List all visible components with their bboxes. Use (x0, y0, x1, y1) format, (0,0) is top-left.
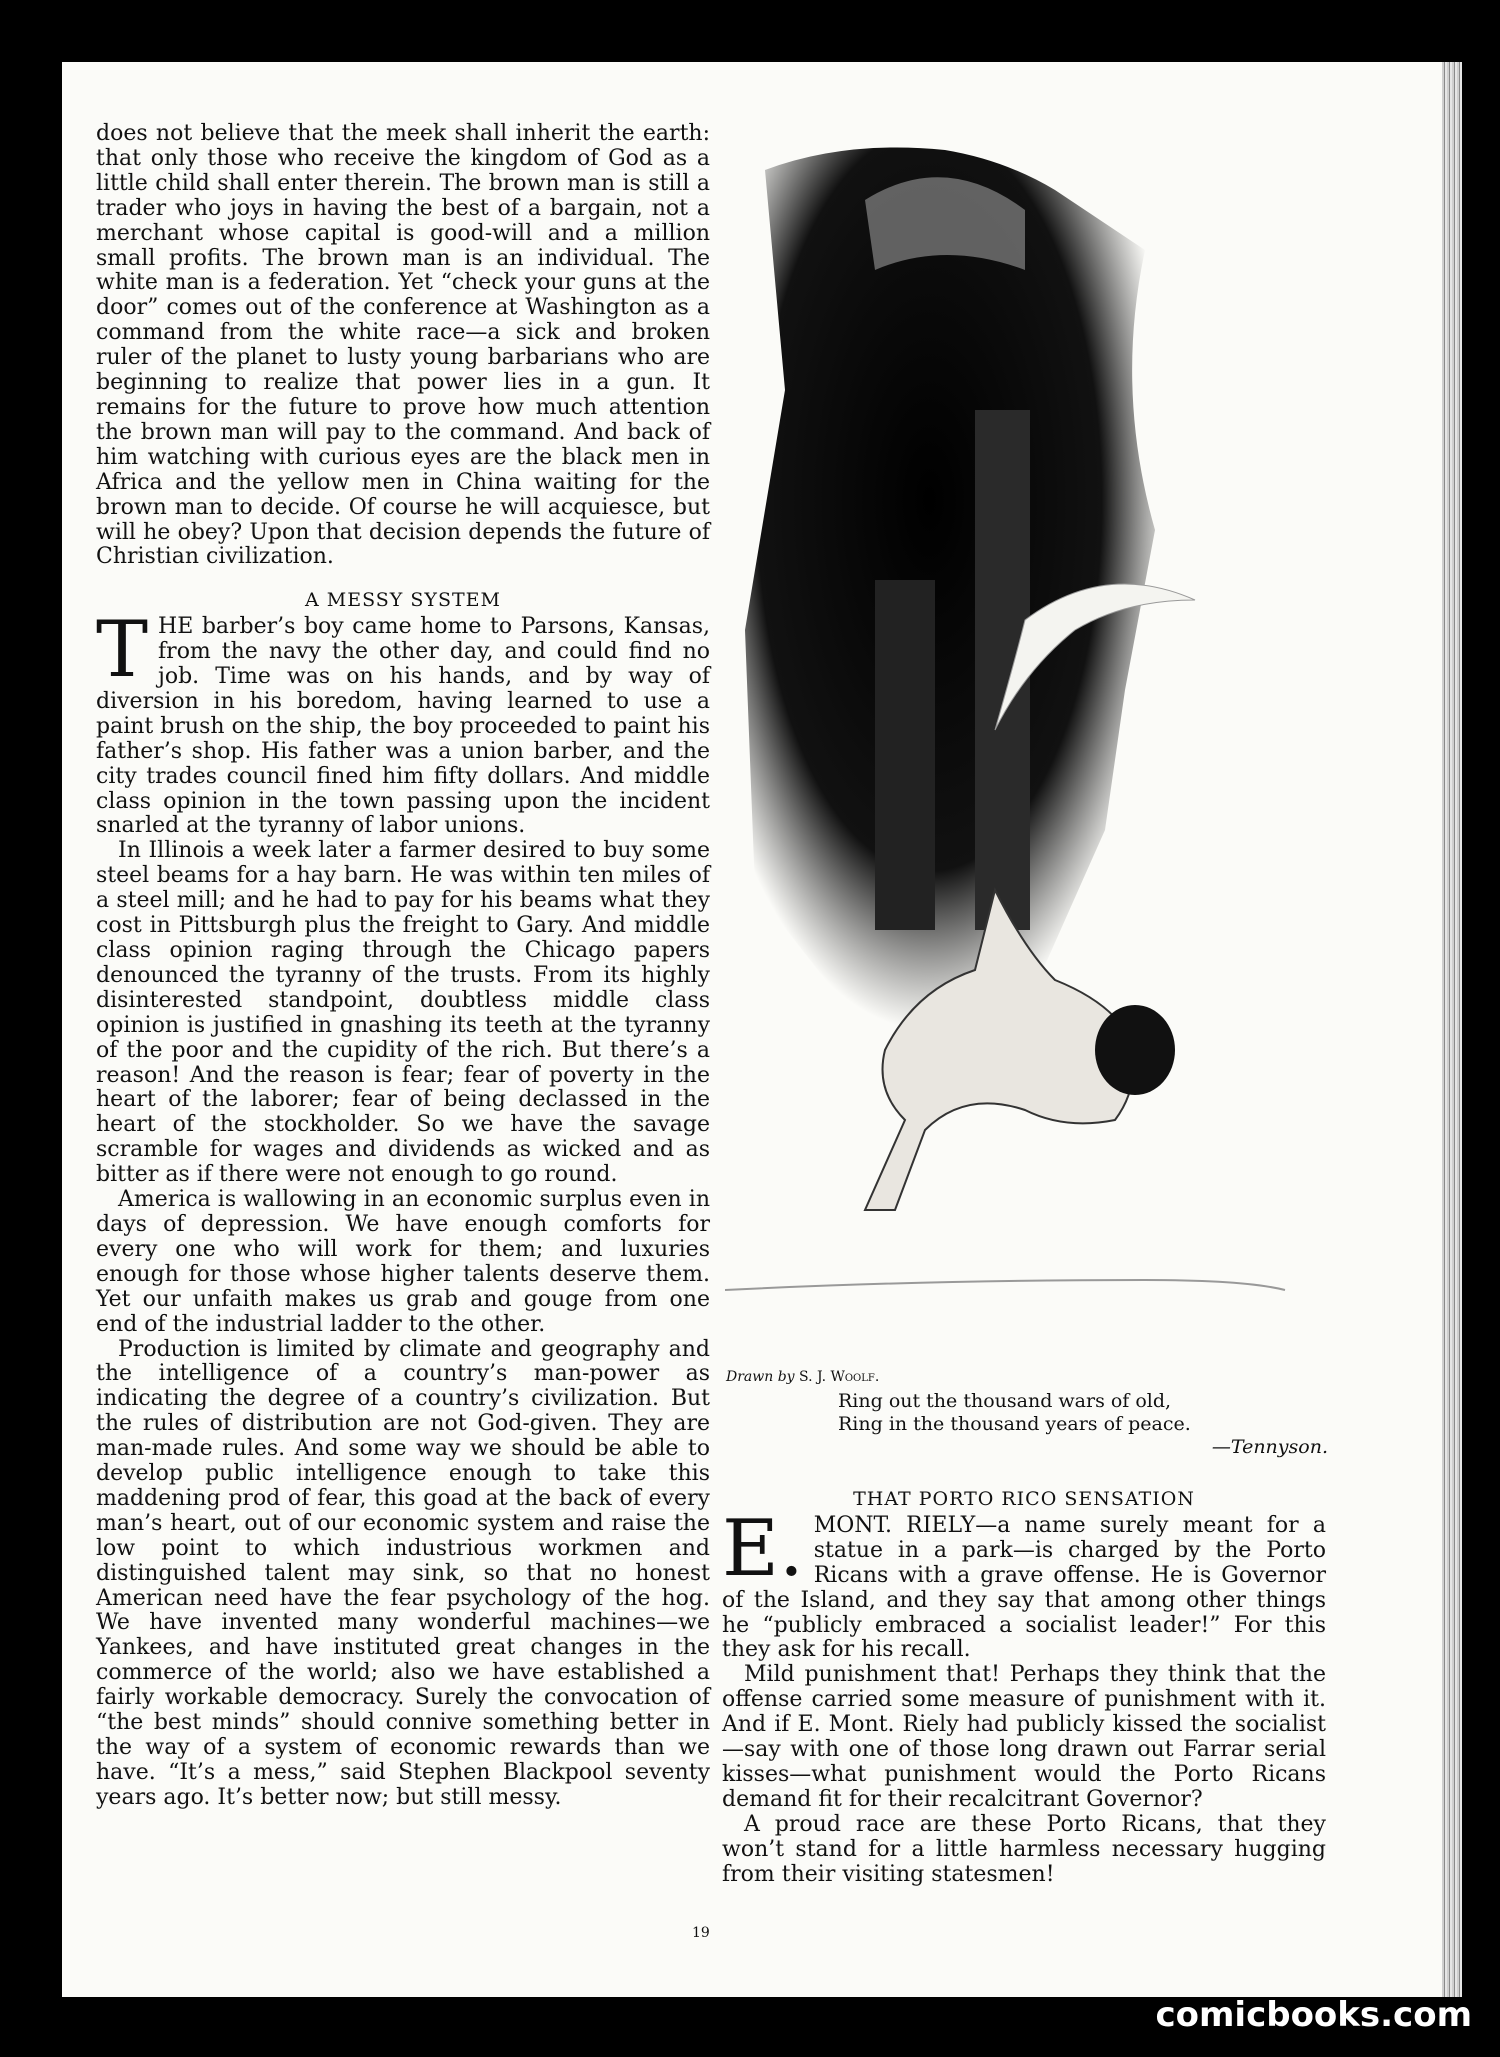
credit-prefix: Drawn by (726, 1369, 795, 1385)
paragraph (96, 605, 710, 839)
section-title-porto-rico: THAT PORTO RICO SENSATION (853, 1488, 1195, 1510)
paragraph: America is wallowing in an economic surplus even in days of depression. We have enough comforts for every one who will work for them; and luxuries enough for those whose higher talents deserve them. Yet our unfaith makes us grab and gouge from one end of the industrial ladder to the other. (96, 1187, 710, 1337)
paragraph-text: HE barber’s boy came home to Parsons, Kansas, from the navy the other day, and could find no job. Time was on his hands, and by way of diversion in his boredom, having learned to use a paint brush on the ship, the boy proceeded to paint his father’s shop. His father was a union barber, and the city trades council fined him fifty dollars. And middle class opinion in the town passing upon the incident snarled at the tyranny of labor unions. (96, 614, 710, 839)
page-edge (1442, 62, 1462, 1997)
watermark: comicbooks.com (1155, 1995, 1472, 2035)
left-column (96, 122, 710, 1811)
paragraph-text: MONT. RIELY—a name surely meant for a statue in a park—is charged by the Porto Ricans with a grave offense. He is Governor of the Island, and they say that among other things he “publicly embraced a socialist leader!” For this they ask for his recall. (722, 1512, 1326, 1663)
paragraph: Production is limited by climate and geography and the intelligence of a country’s man-power as indicating the degree of a country’s civilization. But the rules of distribution are not God-given. They are man-made rules. And some way we should be able to develop public intelligence enough to take this maddening prod of fear, this goad at the back of every man’s heart, out of our economic system and raise the low point to which industrious workmen and distinguished talent may sink, so that no honest American need have the fear psychology of the hog. We have invented many wonderful machines—we Yankees, and have instituted great changes in the commerce of the world; also we have established a fairly workable democracy. Surely the convocation of “the best minds” should connive something better in the way of a system of economic rewards than we have. “It’s a mess,” said Stephen Blackpool seventy years ago. It’s better now; but still messy. (96, 1336, 710, 1810)
right-column (722, 1487, 1326, 1888)
paragraph (722, 1503, 1326, 1663)
drop-cap: E. (722, 1503, 804, 1594)
page-number: 19 (692, 1925, 710, 1941)
charcoal-illustration (725, 130, 1345, 1355)
paragraph: Mild punishment that! Perhaps they think that the offense carried some measure of punishment with it. And if E. Mont. Riely had publicly kissed the socialist—say with one of those long drawn out Farrar serial kisses—what punishment would the Porto Ricans demand fit for their recalcitrant Governor? (722, 1662, 1326, 1812)
verse-line: Ring out the thousand wars of old, (838, 1390, 1172, 1412)
verse-line: Ring in the thousand years of peace. (838, 1413, 1191, 1435)
section-title-messy-system: A MESSY SYSTEM (305, 589, 501, 612)
intro-paragraph: does not believe that the meek shall inherit the earth: that only those who receive the kingdom of God as a little child shall enter therein. The brown man is still a trader who joys in having the best of a bargain, not a merchant whose capital is good-will and a million small profits. The brown man is an individual. The white man is a federation. Yet “check your guns at the door” comes out of the conference at Washington as a command from the white race—a sick and broken ruler of the planet to lusty young barbarians who are beginning to realize that power lies in a gun. It remains for the future to prove how much attention the brown man will pay to the command. And back of him watching with curious eyes are the black men in Africa and the yellow men in China waiting for the brown man to decide. Of course he will acquiesce, but will he obey? Upon that decision depends the future of Christian civilization. (96, 121, 710, 570)
illustration-credit (726, 1369, 879, 1385)
credit-name: S. J. Woolf. (799, 1369, 880, 1385)
paragraph: A proud race are these Porto Ricans, that they won’t stand for a little harmless necessary hugging from their visiting statesmen! (722, 1811, 1326, 1887)
verse-attribution: —Tennyson. (1211, 1436, 1328, 1458)
verse-caption (838, 1390, 1328, 1459)
paragraph: In Illinois a week later a farmer desired to buy some steel beams for a hay barn. He was within ten miles of a steel mill; and he had to pay for his beams what they cost in Pittsburgh plus the freight to Gary. And middle class opinion raging through the Chicago papers denounced the tyranny of the trusts. From its highly disinterested standpoint, doubtless middle class opinion is justified in gnashing its teeth at the tyranny of the poor and the cupidity of the rich. But there’s a reason! And the reason is fear; fear of poverty in the heart of the laborer; fear of being declassed in the heart of the stockholder. So we have the savage scramble for wages and dividends as wicked and as bitter as if there were not enough to go round. (96, 838, 710, 1188)
drop-cap: T (96, 605, 149, 696)
